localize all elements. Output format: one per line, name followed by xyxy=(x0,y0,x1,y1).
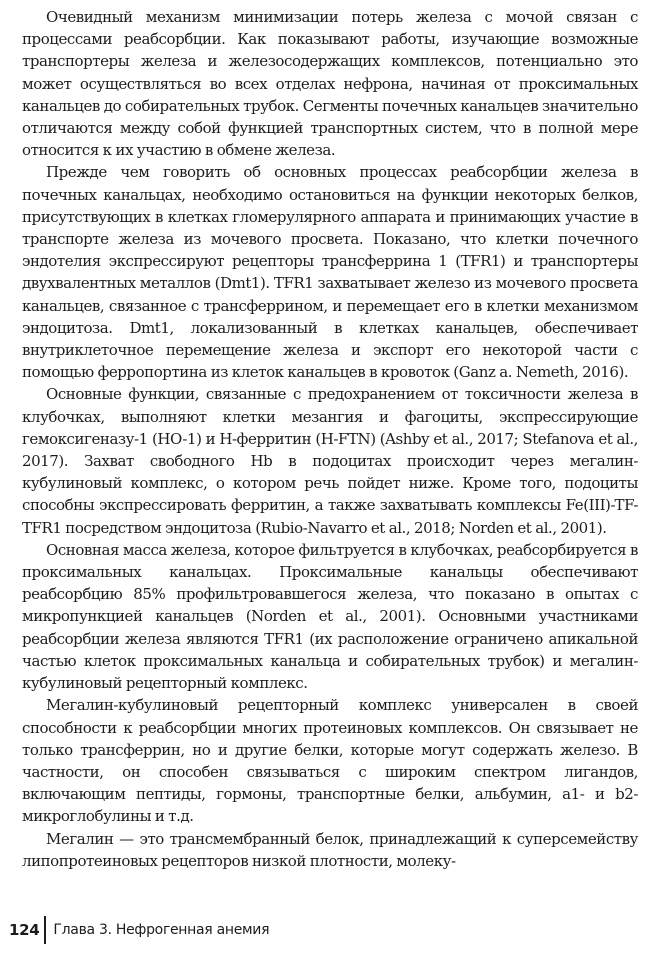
page-footer xyxy=(9,916,269,944)
page-body xyxy=(22,6,638,872)
page-number: 124 xyxy=(9,921,40,939)
chapter-title: Глава 3. Нефрогенная анемия xyxy=(53,922,270,938)
paragraph-proximal-tubule: Основная масса железа, которое фильтруется в клубочках, реабсорбируется в проксимальных канальцах. Проксимальные канальцы обеспечивают реабсорбцию 85% профильтровавшегося железа, что показано в опытах с микропункцией канальцев (Norden et al., 2001). Основными участниками реабсорбции железа являются TFR1 (их расположение ограничено апикальной частью клеток проксимальных канальца и собирательных трубок) и мегалин-кубулиновый рецепторный комплекс. xyxy=(22,540,638,693)
paragraph-reabsorption-intro: Очевидный механизм минимизации потерь железа с мочой связан с процессами реабсорбции. Как показывают работы, изучающие возможные транспортеры железа и железосодержащих комплексов, потенциально это может осуществляться во всех отделах нефрона, начиная от проксимальных канальцев до собирательных трубок. Сегменты почечных канальцев значительно отличаются между собой функцией транспортных систем, что в полной мере относится к их участию в обмене железа. xyxy=(22,8,638,160)
paragraph-mesangial-function: Основные функции, связанные с предохранением от токсичности железа в клубочках, выполняют клетки мезангия и фагоциты, экспрессирующие гемоксигеназу-1 (HO-1) и H-ферритин (H-FTN) (Ashby et al., 2017; Stefanova et al., 2017). Захват свободного Hb в подоцитах происходит через мегалин-кубулиновый комплекс, о котором речь пойдет ниже. Кроме того, подоциты способны экспрессировать ферритин, а также захватывать комплексы Fe(III)-TF-TFR1 посредством эндоцитоза (Rubio-Navarro et al., 2018; Norden et al., 2001). xyxy=(22,385,638,537)
paragraph-megalin-definition: Мегалин — это трансмембранный белок, принадлежащий к суперсемейству липопротеиновых рецепторов низкой плотности, молеку- xyxy=(22,829,638,870)
paragraph-glomerular-transport: Прежде чем говорить об основных процессах реабсорбции железа в почечных канальцах, необходимо остановиться на функции некоторых белков, присутствующих в клетках гломерулярного аппарата и принимающих участие в транспорте железа из мочевого просвета. Показано, что клетки почечного эндотелия экспрессируют рецепторы трансферрина 1 (TFR1) и транспортеры двухвалентных металлов (Dmt1). TFR1 захватывает железо из мочевого просвета канальцев, связанное с трансферрином, и перемещает его в клетки механизмом эндоцитоза. Dmt1, локализованный в клетках канальцев, обеспечивает внутриклеточное перемещение железа и экспорт его некоторой части с помощью ферропортина из клеток канальцев в кровоток (Ganz a. Nemeth, 2016). xyxy=(22,163,638,382)
footer-divider xyxy=(44,916,46,944)
paragraph-megalin-cubilin: Мегалин-кубулиновый рецепторный комплекс универсален в своей способности к реабсорбции многих протеиновых комплексов. Он связывает не только трансферрин, но и другие белки, которые могут содержать железо. В частности, он способен связываться с широким спектром лигандов, включающим пептиды, гормоны, транспортные белки, альбумин, a1- и b2-микроглобулины и т.д. xyxy=(22,696,638,826)
